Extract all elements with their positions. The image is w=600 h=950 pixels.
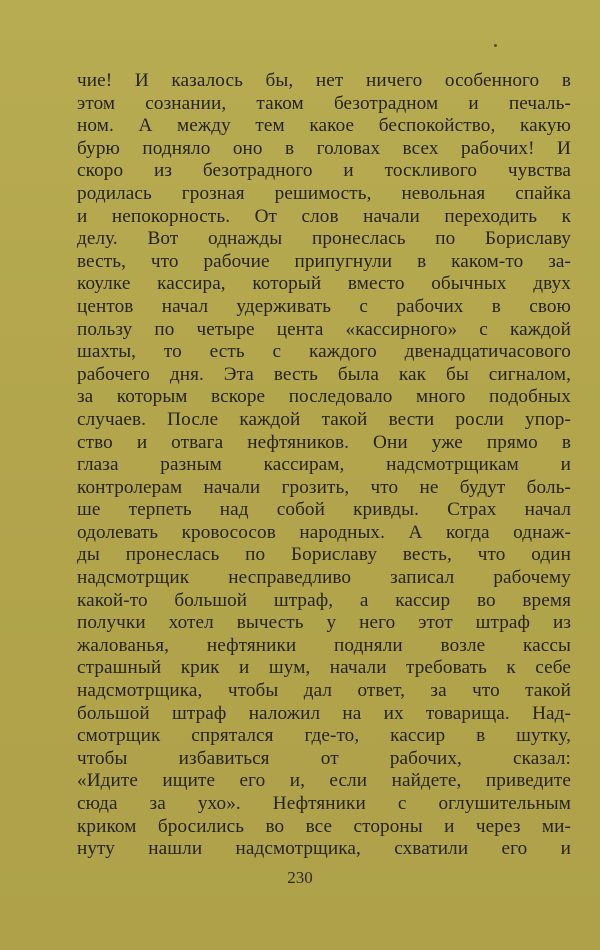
text-line: пользу по четыре цента «кассирного» с каждой <box>77 318 571 340</box>
text-line: центов начал удерживать с рабочих в свою <box>77 295 571 317</box>
text-line: случаев. После каждой такой вести росли упор- <box>77 408 571 430</box>
text-line: надсмотрщика, чтобы дал ответ, за что такой <box>77 680 571 702</box>
text-line: рабочего дня. Эта весть была как бы сигналом, <box>77 363 571 385</box>
text-line: весть, что рабочие припугнули в каком-то за- <box>77 250 571 272</box>
text-line: ды пронеслась по Бориславу весть, что один <box>77 544 571 566</box>
text-line: криком бросились во все стороны и через ми- <box>77 815 571 837</box>
page-text <box>77 70 571 861</box>
text-line: родилась грозная решимость, невольная спайка <box>77 182 571 204</box>
text-line: смотрщик спрятался где-то, кассир в шутку, <box>77 725 571 747</box>
text-line: этом сознании, таком безотрадном и печаль- <box>77 92 571 114</box>
text-line: чтобы избавиться от рабочих, сказал: <box>77 747 571 769</box>
text-line: одолевать кровососов народных. А когда однаж- <box>77 521 571 543</box>
text-line: страшный крик и шум, начали требовать к себе <box>77 657 571 679</box>
text-line: чие! И казалось бы, нет ничего особенного в <box>77 70 571 91</box>
text-line: скоро из безотрадного и тоскливого чувства <box>77 160 571 182</box>
text-line: бурю подняло оно в головах всех рабочих! И <box>77 137 571 159</box>
text-line: получки хотел вычесть у него этот штраф из <box>77 612 571 634</box>
text-line: надсмотрщик несправедливо записал рабочему <box>77 567 571 589</box>
text-line: ном. А между тем какое беспокойство, какую <box>77 115 571 137</box>
text-line: коулке кассира, который вместо обычных двух <box>77 273 571 295</box>
text-line: и непокорность. От слов начали переходить к <box>77 205 571 227</box>
text-line: сюда за ухо». Нефтяники с оглушительным <box>77 793 571 814</box>
text-line: глаза разным кассирам, надсмотрщикам и <box>77 454 571 476</box>
text-line: большой штраф наложил на их товарища. Над- <box>77 702 571 724</box>
paper-speck <box>494 44 497 47</box>
text-line: делу. Вот однажды пронеслась по Бориславу <box>77 228 571 250</box>
text-line: за которым вскоре последовало много подобных <box>77 386 571 408</box>
page-number: 230 <box>287 868 313 887</box>
text-line: контролерам начали грозить, что не будут боль- <box>77 476 571 498</box>
text-line: нуту нашли надсмотрщика, схватили его и <box>77 838 571 860</box>
text-line: жалованья, нефтяники подняли возле кассы <box>77 634 571 656</box>
text-line: ше терпеть над собой кривды. Страх начал <box>77 499 571 521</box>
text-line: шахты, то есть с каждого двенадцатичасового <box>77 341 571 363</box>
text-line: какой-то большой штраф, а кассир во время <box>77 589 571 611</box>
text-line: ство и отвага нефтяников. Они уже прямо в <box>77 431 571 453</box>
text-line: «Идите ищите его и, если найдете, приведите <box>77 770 571 792</box>
